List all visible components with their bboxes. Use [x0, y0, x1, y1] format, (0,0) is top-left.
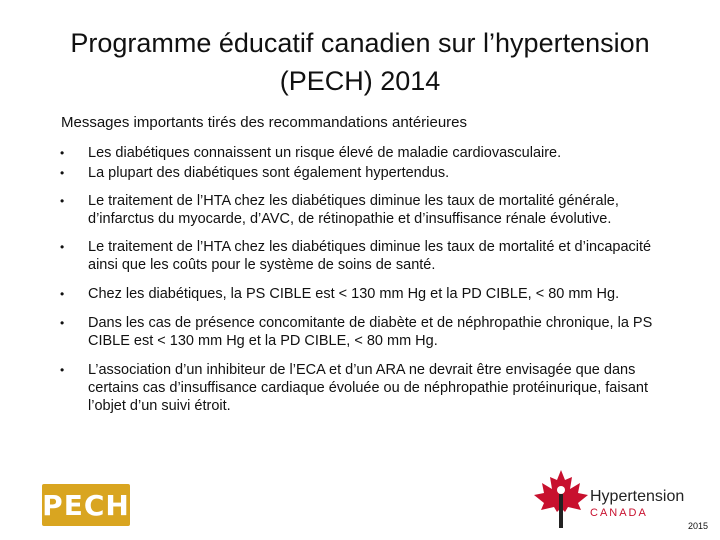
year-label: 2015 — [688, 521, 709, 531]
bullet-text: Dans les cas de présence concomitante de diabète et de néphropathie chronique, la PS CIBLE est < 130 mm Hg et la PD CIBLE, < 80 mm Hg. — [88, 315, 653, 349]
hypertension-wordmark: Hypertension — [590, 488, 685, 505]
canada-wordmark: CANADA — [590, 507, 648, 519]
bullet-item — [60, 192, 660, 228]
bullet-item — [60, 164, 660, 182]
hypertension-canada-logo — [532, 468, 702, 530]
bullet-text: Le traitement de l’HTA chez les diabétiques diminue les taux de mortalité et d’incapacité ainsi que les coûts pour le système de soins de santé. — [88, 239, 652, 273]
bullet-text: L’association d’un inhibiteur de l’ECA et d’un ARA ne devrait être envisagée que dans certains cas d’insuffisance cardiaque évoluée ou de néphropathie protéinurique, faisant l’objet d’un suivi étroit. — [88, 362, 648, 414]
bullet-item — [60, 361, 660, 415]
bullet-icon: • — [60, 194, 65, 208]
subtitle: Messages importants tirés des recommandations antérieures — [61, 114, 468, 131]
bullet-item — [60, 285, 660, 303]
slide-title — [20, 24, 700, 100]
pech-logo: PECH — [42, 484, 130, 526]
bullet-item — [60, 144, 660, 162]
bullet-list — [60, 144, 660, 415]
bullet-icon: • — [60, 146, 65, 160]
bullet-icon: • — [60, 363, 65, 377]
title-line-2: (PECH) 2014 — [279, 66, 441, 96]
bullet-icon: • — [60, 240, 65, 254]
bullet-item — [60, 238, 660, 274]
bullet-icon: • — [60, 316, 65, 330]
bullet-icon: • — [60, 166, 65, 180]
maple-leaf-icon — [532, 468, 590, 530]
bullet-text: Le traitement de l’HTA chez les diabétiques diminue les taux de mortalité générale, d’infarctus du myocarde, d’AVC, de rétinopathie et d’insuffisance rénale évolutive. — [88, 193, 619, 227]
bullet-icon: • — [60, 287, 65, 301]
bullet-text: Chez les diabétiques, la PS CIBLE est < 130 mm Hg et la PD CIBLE, < 80 mm Hg. — [88, 286, 620, 302]
bullet-text: Les diabétiques connaissent un risque élevé de maladie cardiovasculaire. — [88, 145, 562, 161]
title-line-1: Programme éducatif canadien sur l’hypertension — [70, 28, 650, 58]
bullet-item — [60, 314, 660, 350]
bullet-text: La plupart des diabétiques sont également hypertendus. — [88, 165, 450, 181]
